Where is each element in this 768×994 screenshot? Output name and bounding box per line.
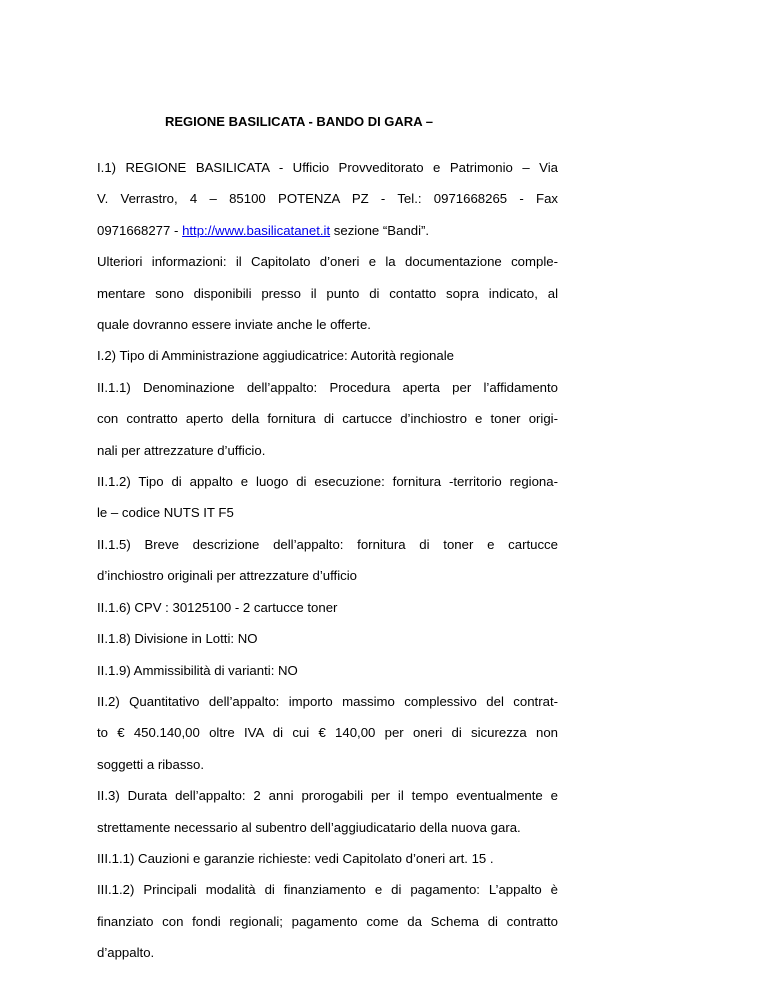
contract-name-line-1: II.1.1) Denominazione dell’appalto: Procedura aperta per l’affidamento	[97, 379, 558, 395]
paragraph-contract-name	[97, 372, 558, 466]
further-info-line-3: quale dovranno essere inviate anche le offerte.	[97, 317, 371, 333]
authority-line-1: I.1) REGIONE BASILICATA - Ufficio Provveditorato e Patrimonio – Via	[97, 160, 558, 175]
quantity-line-2: to € 450.140,00 oltre IVA di cui € 140,00 per oneri di sicurezza non	[97, 725, 558, 741]
paragraph-further-info	[97, 246, 558, 340]
quantity-line-1: II.2) Quantitativo dell’appalto: importo massimo complessivo del contrat-	[97, 693, 558, 709]
further-info-line-2: mentare sono disponibili presso il punto di contatto sopra indicato, al	[97, 285, 558, 301]
paragraph-contracting-authority	[97, 152, 558, 246]
paragraph-financing	[97, 874, 558, 968]
document-body	[97, 152, 558, 969]
financing-line-2: finanziato con fondi regionali; pagamento come da Schema di contratto	[97, 913, 558, 929]
authority-line-3	[97, 215, 558, 246]
section-reference: sezione “Bandi”.	[330, 222, 430, 238]
paragraph-lots: II.1.8) Divisione in Lotti: NO	[97, 631, 258, 647]
paragraph-duration	[97, 780, 558, 843]
paragraph-cpv: II.1.6) CPV : 30125100 - 2 cartucce toner	[97, 599, 338, 615]
document-title: REGIONE BASILICATA - BANDO DI GARA –	[165, 114, 433, 129]
contract-name-line-2: con contratto aperto della fornitura di cartucce d’inchiostro e toner origi-	[97, 411, 558, 427]
duration-line-1: II.3) Durata dell’appalto: 2 anni prorogabili per il tempo eventualmente e	[97, 788, 558, 804]
paragraph-variants: II.1.9) Ammissibilità di varianti: NO	[97, 662, 298, 678]
financing-line-1: III.1.2) Principali modalità di finanziamento e di pagamento: L’appalto è	[97, 882, 558, 898]
paragraph-short-description	[97, 529, 558, 592]
paragraph-contract-type	[97, 466, 558, 529]
short-description-line-2: d’inchiostro originali per attrezzature d’ufficio	[97, 568, 357, 584]
duration-line-2: strettamente necessario al subentro dell’aggiudicatario della nuova gara.	[97, 819, 521, 835]
financing-line-3: d’appalto.	[97, 945, 155, 961]
paragraph-authority-type: I.2) Tipo di Amministrazione aggiudicatrice: Autorità regionale	[97, 348, 454, 364]
short-description-line-1: II.1.5) Breve descrizione dell’appalto: fornitura di toner e cartucce	[97, 536, 558, 552]
quantity-line-3: soggetti a ribasso.	[97, 756, 205, 772]
further-info-line-1: Ulteriori informazioni: il Capitolato d’oneri e la documentazione comple-	[97, 254, 558, 270]
contract-type-line-1: II.1.2) Tipo di appalto e luogo di esecuzione: fornitura -territorio regiona-	[97, 474, 558, 490]
fax-number: 0971668277 -	[97, 222, 183, 238]
paragraph-guarantees: III.1.1) Cauzioni e garanzie richieste: vedi Capitolato d’oneri art. 15 .	[97, 850, 494, 866]
website-link[interactable]: http://www.basilicatanet.it	[182, 222, 331, 238]
contract-name-line-3: nali per attrezzature d’ufficio.	[97, 442, 266, 458]
paragraph-quantity	[97, 686, 558, 780]
authority-line-2: V. Verrastro, 4 – 85100 POTENZA PZ - Tel.: 0971668265 - Fax	[97, 191, 558, 207]
contract-type-line-2: le – codice NUTS IT F5	[97, 505, 234, 521]
